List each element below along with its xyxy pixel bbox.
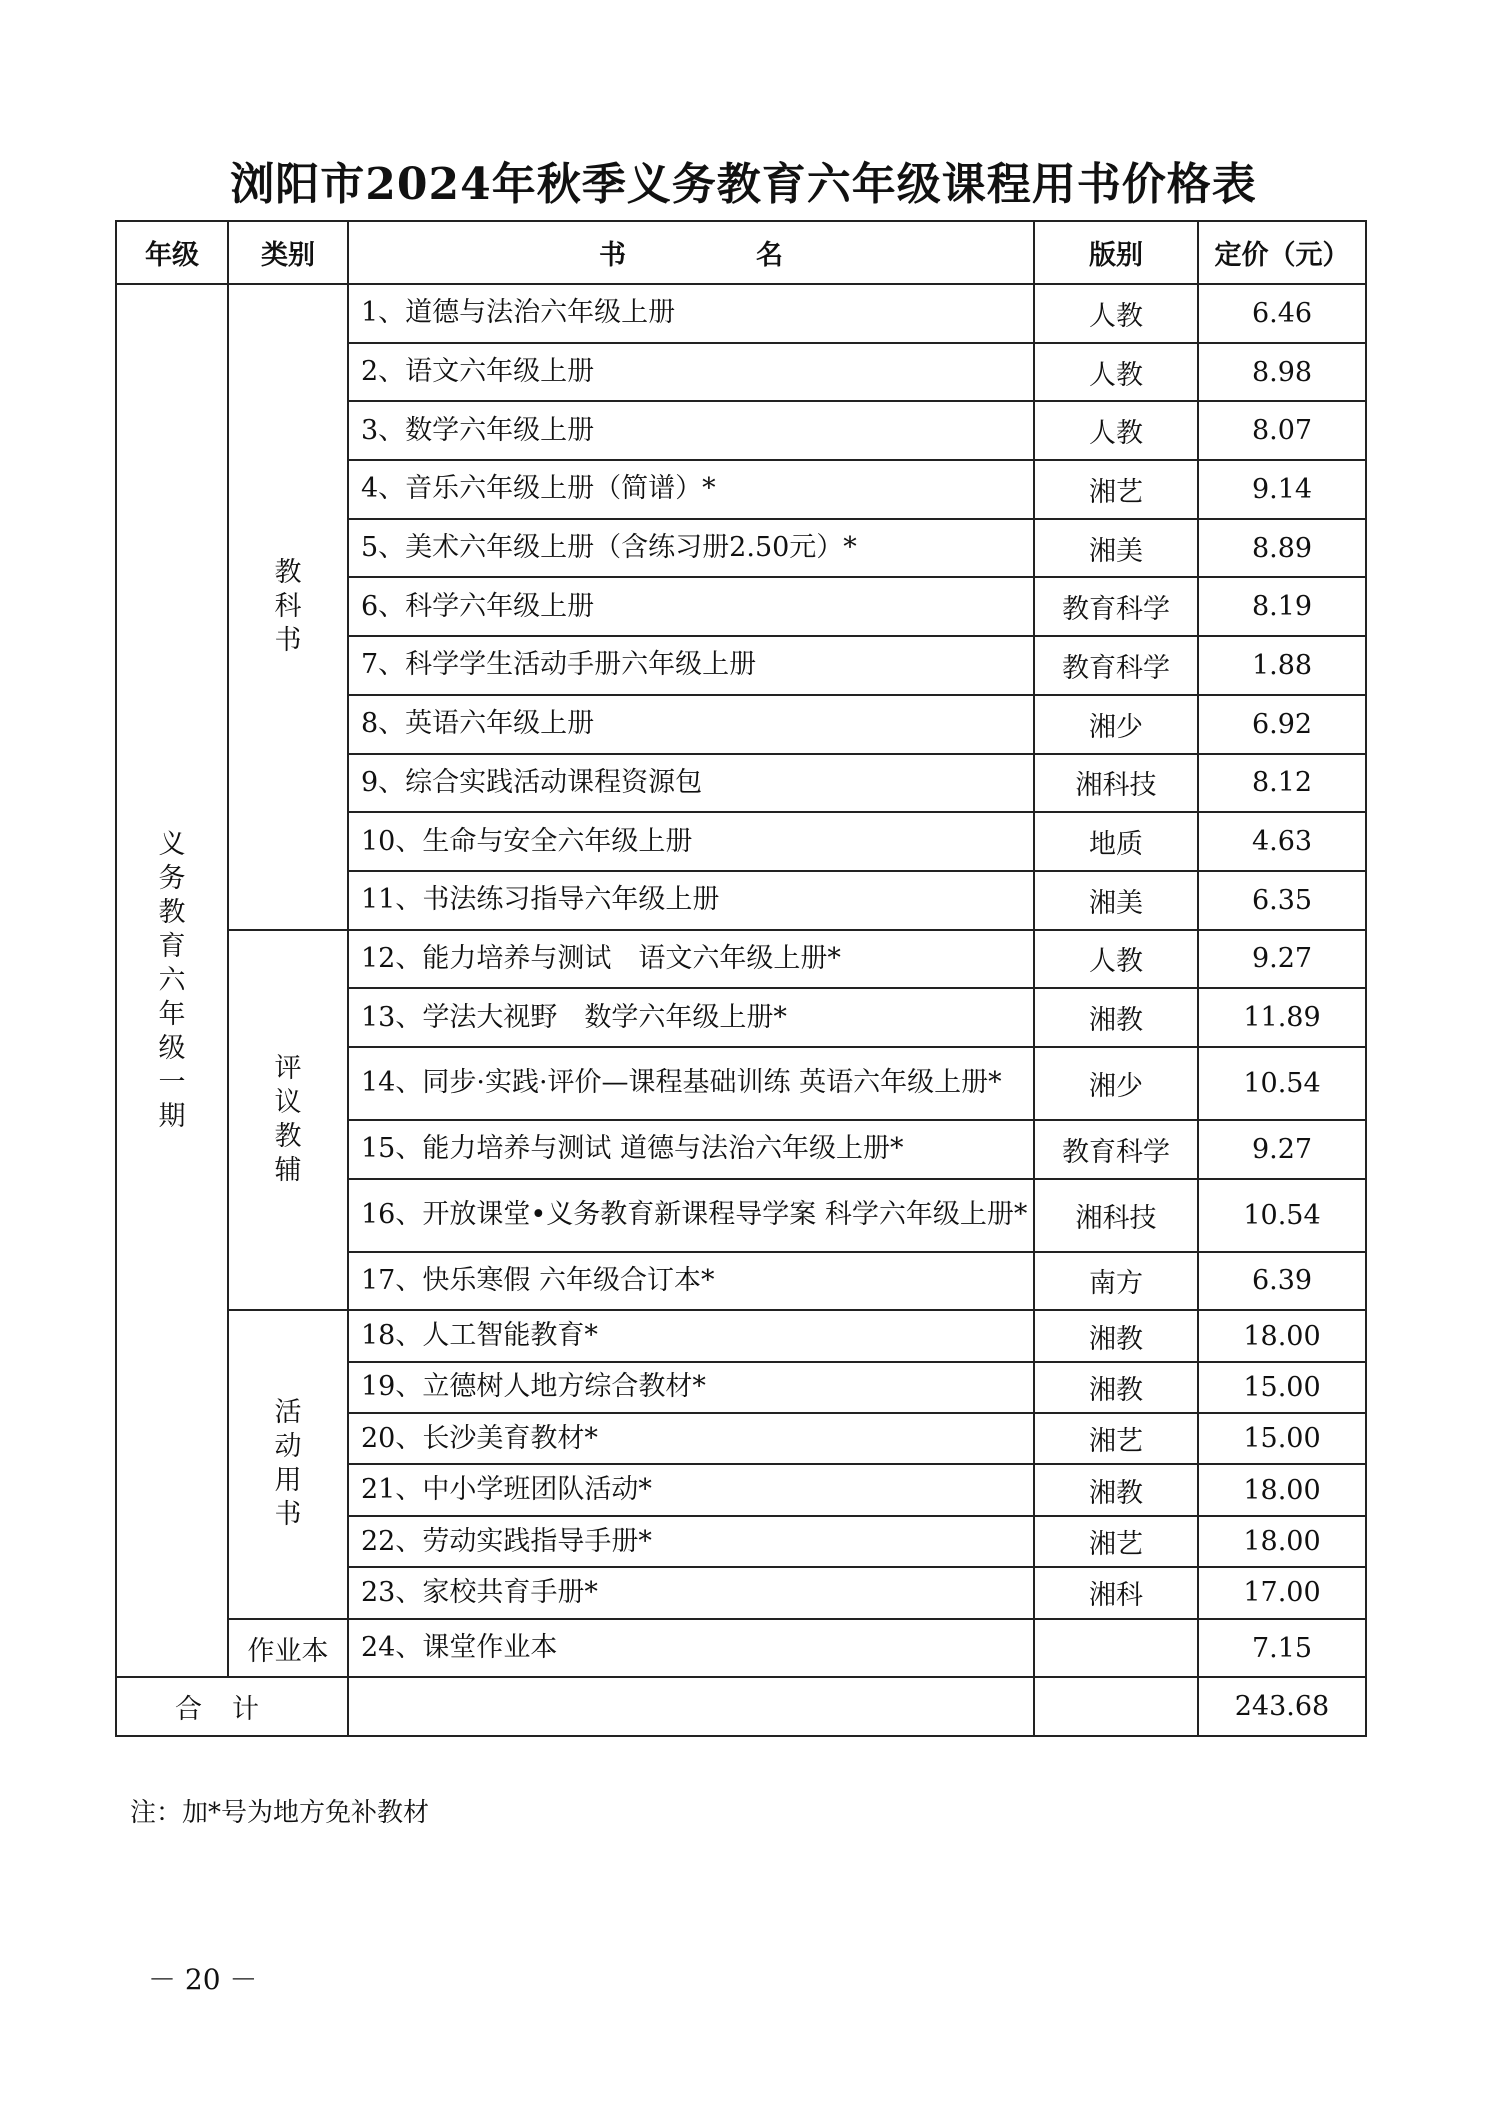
category-review: [228, 930, 348, 1311]
book-price: 9.27: [1198, 1120, 1366, 1179]
book-price: 1.88: [1198, 636, 1366, 695]
book-name: 10、生命与安全六年级上册: [348, 812, 1034, 871]
total-label: 合计: [116, 1677, 348, 1736]
page-number: － 20 －: [148, 1963, 258, 1996]
book-price: 6.39: [1198, 1252, 1366, 1311]
book-publisher: 湘教: [1034, 988, 1198, 1047]
book-name: 20、长沙美育教材*: [348, 1413, 1034, 1464]
total-price: 243.68: [1198, 1677, 1366, 1736]
book-publisher: 湘艺: [1034, 1516, 1198, 1567]
book-publisher: 湘科技: [1034, 754, 1198, 813]
book-publisher: 人教: [1034, 343, 1198, 402]
book-publisher: 教育科学: [1034, 1120, 1198, 1179]
category-activity-label: 活动用书: [274, 1397, 302, 1531]
grade-cell: [116, 284, 228, 1677]
book-name: 24、课堂作业本: [348, 1619, 1034, 1678]
table-row: [116, 930, 1366, 989]
category-textbook: [228, 284, 348, 930]
book-price: 15.00: [1198, 1413, 1366, 1464]
book-publisher: 湘少: [1034, 695, 1198, 754]
header-price: 定价（元）: [1198, 221, 1366, 284]
book-publisher: 湘美: [1034, 519, 1198, 578]
header-book-name: 书名: [348, 221, 1034, 284]
header-category: 类别: [228, 221, 348, 284]
page-title: 浏阳市2024年秋季义务教育六年级课程用书价格表: [230, 159, 1257, 210]
book-publisher: 湘教: [1034, 1464, 1198, 1515]
total-row: [116, 1677, 1366, 1736]
table-row: [116, 1310, 1366, 1361]
book-name: 9、综合实践活动课程资源包: [348, 754, 1034, 813]
book-publisher: 南方: [1034, 1252, 1198, 1311]
book-publisher: 人教: [1034, 284, 1198, 343]
book-name: 17、快乐寒假 六年级合订本*: [348, 1252, 1034, 1311]
book-name: 7、科学学生活动手册六年级上册: [348, 636, 1034, 695]
book-price: 8.07: [1198, 401, 1366, 460]
book-price: 18.00: [1198, 1516, 1366, 1567]
book-publisher: [1034, 1619, 1198, 1678]
category-activity: [228, 1310, 348, 1618]
book-publisher: 湘教: [1034, 1310, 1198, 1361]
book-name: 21、中小学班团队活动*: [348, 1464, 1034, 1515]
book-name: 23、家校共育手册*: [348, 1567, 1034, 1618]
book-price: 7.15: [1198, 1619, 1366, 1678]
book-publisher: 湘教: [1034, 1362, 1198, 1413]
book-price: 8.89: [1198, 519, 1366, 578]
book-publisher: 地质: [1034, 812, 1198, 871]
book-name: 4、音乐六年级上册（简谱）*: [348, 460, 1034, 519]
book-price: 6.92: [1198, 695, 1366, 754]
book-name: 12、能力培养与测试 语文六年级上册*: [348, 930, 1034, 989]
book-price: 6.35: [1198, 871, 1366, 930]
book-price: 10.54: [1198, 1179, 1366, 1252]
book-publisher: 湘艺: [1034, 1413, 1198, 1464]
book-name: 16、开放课堂•义务教育新课程导学案 科学六年级上册*: [348, 1179, 1034, 1252]
book-price: 9.14: [1198, 460, 1366, 519]
footnote: 注：加*号为地方免补教材: [130, 1798, 430, 1828]
book-name: 3、数学六年级上册: [348, 401, 1034, 460]
book-price: 17.00: [1198, 1567, 1366, 1618]
book-publisher: 人教: [1034, 401, 1198, 460]
book-publisher: 湘科技: [1034, 1179, 1198, 1252]
category-review-label: 评议教辅: [274, 1052, 302, 1186]
book-name: 8、英语六年级上册: [348, 695, 1034, 754]
header-grade: 年级: [116, 221, 228, 284]
book-price: 9.27: [1198, 930, 1366, 989]
book-price: 4.63: [1198, 812, 1366, 871]
book-price: 11.89: [1198, 988, 1366, 1047]
book-publisher: 人教: [1034, 930, 1198, 989]
book-publisher: 教育科学: [1034, 636, 1198, 695]
book-price: 15.00: [1198, 1362, 1366, 1413]
book-price: 18.00: [1198, 1310, 1366, 1361]
book-name: 22、劳动实践指导手册*: [348, 1516, 1034, 1567]
table-row: [116, 1619, 1366, 1678]
table-header-row: [116, 221, 1366, 284]
book-publisher: 湘少: [1034, 1047, 1198, 1120]
book-name: 5、美术六年级上册（含练习册2.50元）*: [348, 519, 1034, 578]
book-price: 6.46: [1198, 284, 1366, 343]
book-publisher: 湘科: [1034, 1567, 1198, 1618]
category-workbook: 作业本: [228, 1619, 348, 1678]
book-price: 10.54: [1198, 1047, 1366, 1120]
header-publisher: 版别: [1034, 221, 1198, 284]
book-name: 19、立德树人地方综合教材*: [348, 1362, 1034, 1413]
book-name: 14、同步·实践·评价—课程基础训练 英语六年级上册*: [348, 1047, 1034, 1120]
book-name: 1、道德与法治六年级上册: [348, 284, 1034, 343]
book-price: 8.98: [1198, 343, 1366, 402]
total-name-blank: [348, 1677, 1034, 1736]
book-name: 13、学法大视野 数学六年级上册*: [348, 988, 1034, 1047]
book-price: 18.00: [1198, 1464, 1366, 1515]
grade-label: 义务教育六年级一期: [158, 828, 186, 1132]
category-textbook-label: 教科书: [274, 556, 302, 656]
book-name: 11、书法练习指导六年级上册: [348, 871, 1034, 930]
book-price: 8.12: [1198, 754, 1366, 813]
table-row: [116, 284, 1366, 343]
book-name: 18、人工智能教育*: [348, 1310, 1034, 1361]
total-publisher-blank: [1034, 1677, 1198, 1736]
book-name: 6、科学六年级上册: [348, 577, 1034, 636]
book-publisher: 湘美: [1034, 871, 1198, 930]
book-publisher: 教育科学: [1034, 577, 1198, 636]
book-name: 2、语文六年级上册: [348, 343, 1034, 402]
book-name: 15、能力培养与测试 道德与法治六年级上册*: [348, 1120, 1034, 1179]
book-publisher: 湘艺: [1034, 460, 1198, 519]
price-table: [115, 220, 1367, 1737]
book-price: 8.19: [1198, 577, 1366, 636]
